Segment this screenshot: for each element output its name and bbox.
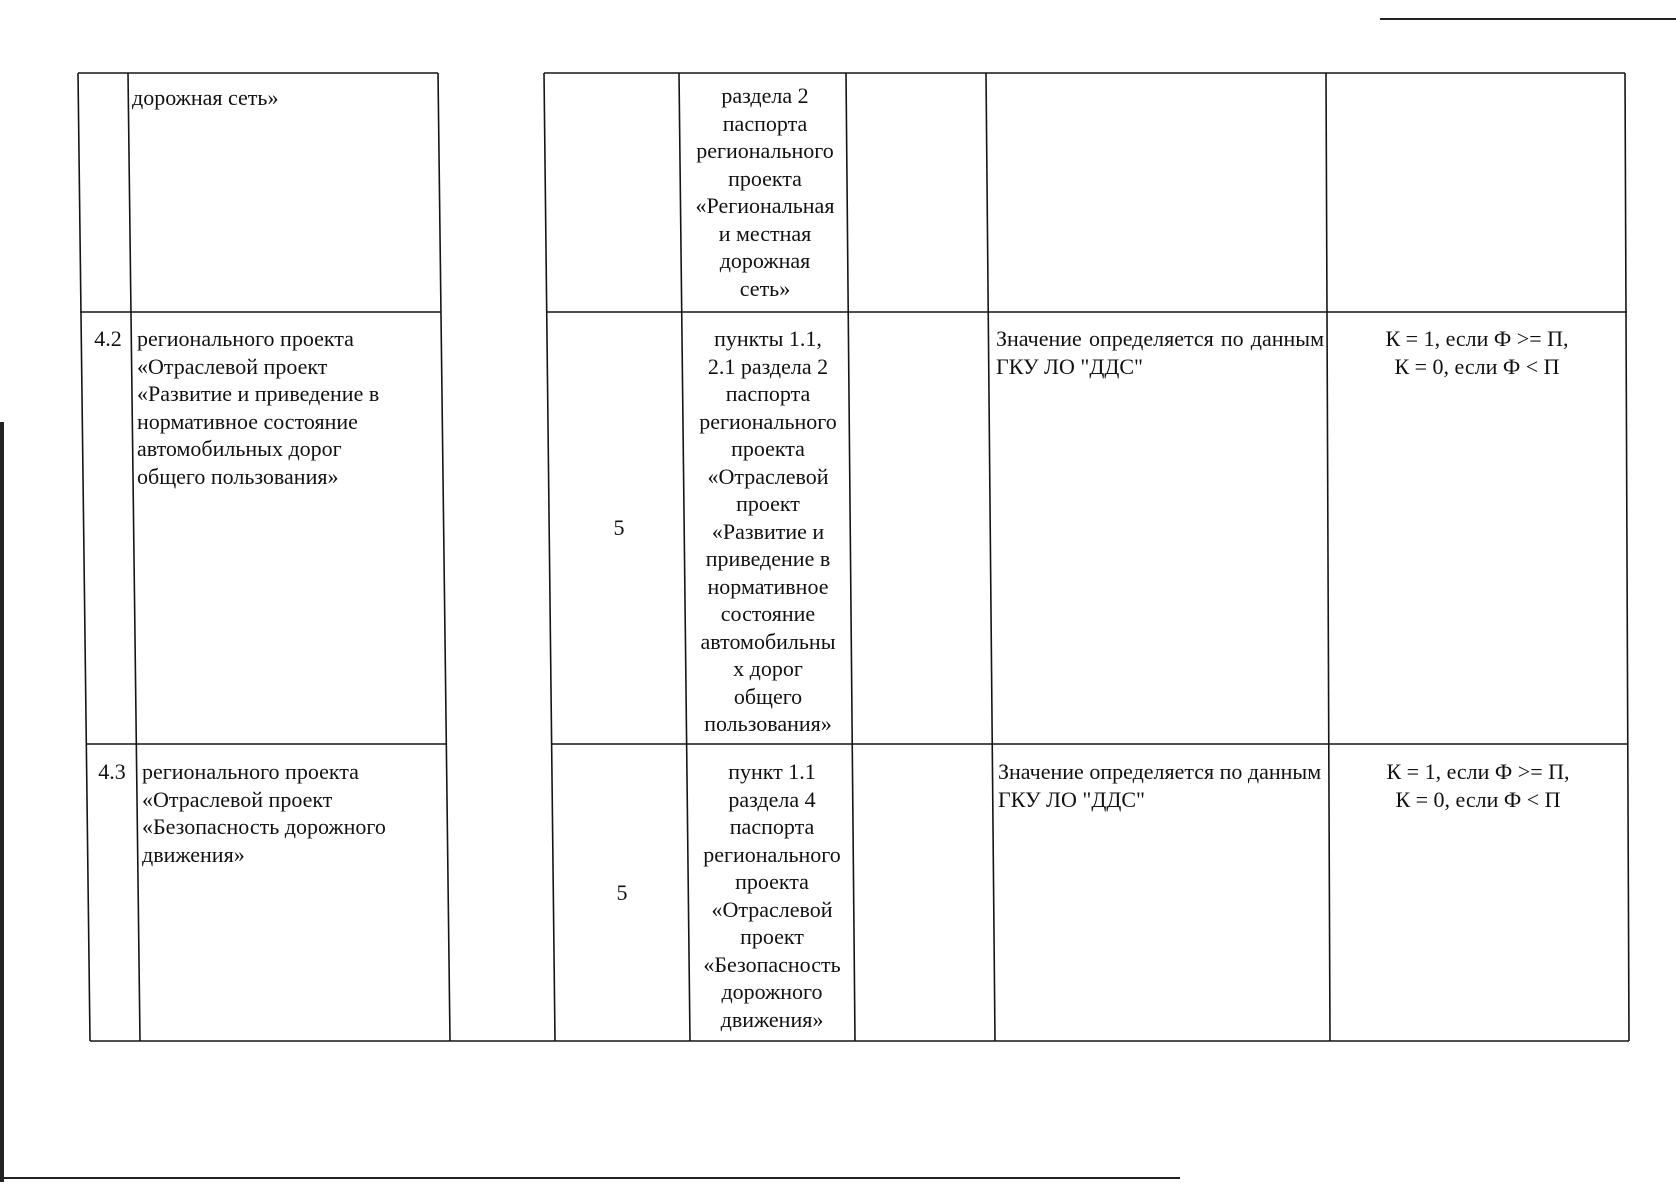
- name-line: движения»: [142, 841, 245, 867]
- row3-formula: [1331, 758, 1625, 813]
- source-line: «Отраслевой: [711, 896, 833, 922]
- name-line: регионального проекта: [142, 759, 359, 784]
- source-line: и местная: [718, 220, 812, 246]
- source-line: проекта: [731, 436, 805, 461]
- source-line: х дорог: [733, 656, 803, 681]
- source-line: общего: [733, 683, 803, 709]
- name-line: «Отраслевой проект: [137, 353, 328, 379]
- source-line: «Региональная: [695, 193, 835, 218]
- source-line: пользования»: [704, 711, 832, 736]
- row2-name: [137, 325, 437, 490]
- source-line: автомобильны: [700, 628, 836, 654]
- name-line: общего пользования»: [137, 463, 339, 489]
- row2-number: 4.2: [94, 326, 122, 351]
- source-line: пункт 1.1: [728, 759, 816, 784]
- row3-method: Значение определяется по данным ГКУ ЛО "ДДС": [998, 759, 1322, 812]
- name-line: нормативное состояние: [137, 408, 358, 434]
- source-line: паспорта: [722, 110, 808, 136]
- source-line: проект: [740, 924, 804, 949]
- source-line: дорожного: [721, 979, 823, 1004]
- source-line: «Отраслевой: [707, 463, 829, 489]
- name-line: «Развитие и приведение в: [137, 381, 380, 406]
- source-line: регионального: [703, 841, 841, 867]
- source-line: регионального: [696, 138, 834, 163]
- source-line: регионального: [699, 408, 837, 434]
- source-line: паспорта: [729, 814, 815, 839]
- source-line: «Развитие и: [711, 518, 825, 544]
- source-line: приведение в: [705, 546, 831, 571]
- name-line: регионального проекта: [137, 326, 354, 351]
- name-line: автомобильных дорог: [137, 436, 342, 461]
- row2-weight: 5: [613, 515, 625, 540]
- row3-weight: 5: [616, 880, 628, 905]
- source-line: проекта: [728, 165, 802, 191]
- name-line: дорожная сеть»: [132, 85, 279, 110]
- source-line: раздела 2: [721, 83, 809, 108]
- row3-number: 4.3: [98, 759, 126, 784]
- row3-name: [142, 758, 442, 868]
- row2-method: Значение определяется по данным ГКУ ЛО "ДДС": [996, 326, 1324, 379]
- source-line: нормативное: [707, 573, 829, 599]
- formula-line: К = 1, если Ф >= П,: [1386, 759, 1570, 784]
- source-line: проект: [736, 491, 800, 516]
- source-line: состояние: [720, 601, 816, 626]
- source-line: «Безопасность: [703, 951, 841, 977]
- source-line: проекта: [735, 869, 809, 894]
- formula-line: К = 1, если Ф >= П,: [1385, 326, 1569, 351]
- source-line: раздела 4: [728, 786, 816, 812]
- row1-name: [132, 84, 432, 112]
- name-line: «Безопасность дорожного: [142, 814, 386, 839]
- row2-formula: [1330, 325, 1624, 380]
- formula-line: К = 0, если Ф < П: [1395, 786, 1561, 812]
- source-line: паспорта: [725, 381, 811, 406]
- row3-source: [690, 758, 854, 1033]
- source-line: сеть»: [739, 275, 791, 301]
- source-line: дорожная: [719, 248, 811, 273]
- formula-line: К = 0, если Ф < П: [1394, 353, 1560, 379]
- source-line: движения»: [720, 1006, 824, 1032]
- row1-source: [684, 82, 846, 302]
- source-line: пункты 1.1,: [714, 326, 822, 351]
- row2-source: [686, 325, 850, 738]
- name-line: «Отраслевой проект: [142, 786, 333, 812]
- source-line: 2.1 раздела 2: [707, 353, 829, 379]
